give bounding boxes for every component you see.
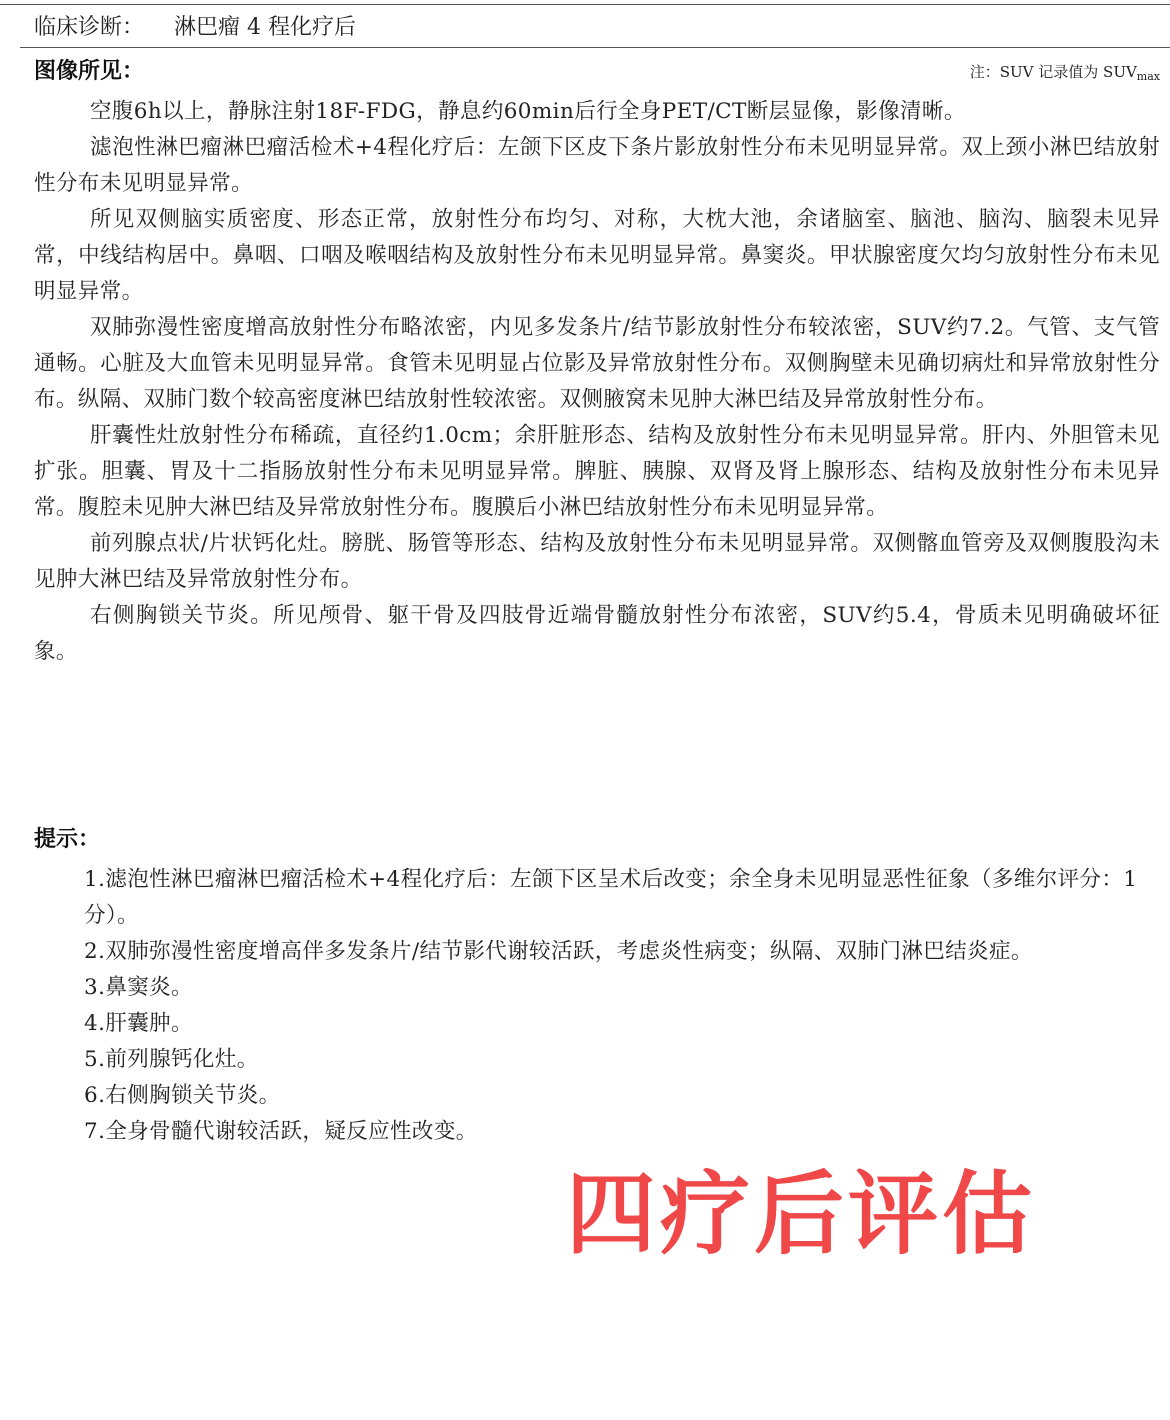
diagnosis-rule bbox=[20, 47, 1170, 48]
clinical-diagnosis bbox=[34, 10, 1154, 46]
diagnosis-value: 淋巴瘤 4 程化疗后 bbox=[174, 15, 356, 40]
findings-paragraph: 所见双侧脑实质密度、形态正常，放射性分布均匀、对称，大枕大池，余诸脑室、脑池、脑沟、脑裂未见异常，中线结构居中。鼻咽、口咽及喉咽结构及放射性分布未见明显异常。鼻窦炎。甲状腺密度欠均匀放射性分布未见明显异常。 bbox=[34, 207, 1160, 304]
findings-paragraph: 滤泡性淋巴瘤淋巴瘤活检术+4程化疗后：左颌下区皮下条片影放射性分布未见明显异常。双上颈小淋巴结放射性分布未见明显异常。 bbox=[34, 135, 1160, 196]
hint-item: 4.肝囊肿。 bbox=[84, 1011, 193, 1036]
findings-paragraph: 肝囊性灶放射性分布稀疏，直径约1.0cm；余肝脏形态、结构及放射性分布未见明显异常。肝内、外胆管未见扩张。胆囊、胃及十二指肠放射性分布未见明显异常。脾脏、胰腺、双肾及肾上腺形态、结构及放射性分布未见异常。腹腔未见肿大淋巴结及异常放射性分布。腹膜后小淋巴结放射性分布未见明显异常。 bbox=[34, 423, 1160, 520]
diagnosis-label: 临床诊断： bbox=[34, 15, 145, 40]
overlay-annotation: 四疗后评估 bbox=[566, 1162, 1036, 1267]
suv-note-subscript: max bbox=[1136, 70, 1160, 83]
hints-title: 提示： bbox=[34, 827, 101, 852]
hint-item: 1.滤泡性淋巴瘤淋巴瘤活检术+4程化疗后：左颌下区呈术后改变；余全身未见明显恶性征象（多维尔评分：1分）。 bbox=[84, 867, 1138, 928]
hint-item: 7.全身骨髓代谢较活跃，疑反应性改变。 bbox=[84, 1119, 478, 1144]
suv-note-text: 注：SUV 记录值为 SUV bbox=[969, 63, 1137, 81]
hints-list bbox=[84, 862, 1164, 1150]
findings-paragraph: 双肺弥漫性密度增高放射性分布略浓密，内见多发条片/结节影放射性分布较浓密，SUV约7.2。气管、支气管通畅。心脏及大血管未见明显异常。食管未见明显占位影及异常放射性分布。双侧胸壁未见确切病灶和异常放射性分布。纵隔、双肺门数个较高密度淋巴结放射性较浓密。双侧腋窝未见肿大淋巴结及异常放射性分布。 bbox=[34, 315, 1160, 412]
hint-item: 3.鼻窦炎。 bbox=[84, 975, 193, 1000]
hint-item: 2.双肺弥漫性密度增高伴多发条片/结节影代谢较活跃，考虑炎性病变；纵隔、双肺门淋巴结炎症。 bbox=[84, 939, 1033, 964]
suv-note bbox=[970, 60, 1160, 89]
findings-paragraph: 空腹6h以上，静脉注射18F-FDG，静息约60min后行全身PET/CT断层显像，影像清晰。 bbox=[90, 99, 966, 124]
hint-item: 6.右侧胸锁关节炎。 bbox=[84, 1083, 281, 1108]
top-rule bbox=[0, 4, 1170, 5]
findings-body bbox=[34, 94, 1160, 670]
hint-item: 5.前列腺钙化灶。 bbox=[84, 1047, 259, 1072]
findings-title: 图像所见： bbox=[34, 59, 145, 84]
findings-paragraph: 前列腺点状/片状钙化灶。膀胱、肠管等形态、结构及放射性分布未见明显异常。双侧髂血管旁及双侧腹股沟未见肿大淋巴结及异常放射性分布。 bbox=[34, 531, 1160, 592]
findings-paragraph: 右侧胸锁关节炎。所见颅骨、躯干骨及四肢骨近端骨髓放射性分布浓密，SUV约5.4，骨质未见明确破坏征象。 bbox=[34, 603, 1160, 664]
